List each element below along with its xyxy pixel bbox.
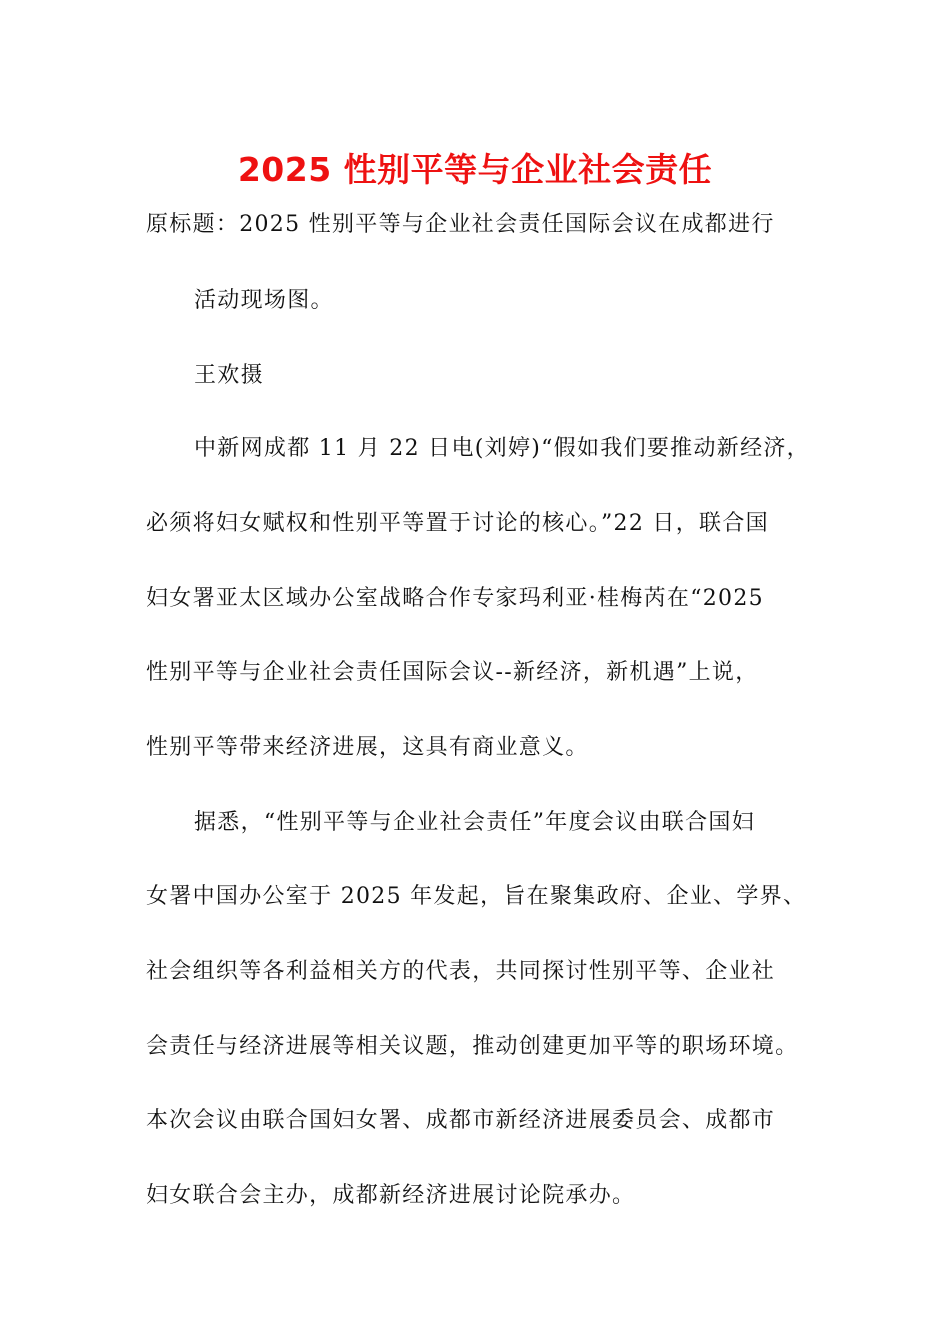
paragraph-line: 中新网成都 11 月 22 日电(刘婷)“假如我们要推动新经济， bbox=[194, 436, 810, 461]
document-title: 2025 性别平等与企业社会责任 bbox=[237, 150, 713, 189]
paragraph-line: 女署中国办公室于 2025 年发起，旨在聚集政府、企业、学界、 bbox=[146, 884, 807, 909]
paragraph-line: 妇女署亚太区域办公室战略合作专家玛利亚·桂梅芮在“2025 bbox=[146, 586, 764, 611]
paragraph-line: 性别平等带来经济进展，这具有商业意义。 bbox=[146, 735, 589, 760]
paragraph-line: 社会组织等各利益相关方的代表，共同探讨性别平等、企业社 bbox=[146, 959, 776, 984]
photo-credit-line: 王欢摄 bbox=[194, 363, 264, 388]
paragraph-line: 性别平等与企业社会责任国际会议--新经济，新机遇”上说， bbox=[146, 660, 759, 685]
original-title-line: 原标题：2025 性别平等与企业社会责任国际会议在成都进行 bbox=[146, 212, 775, 237]
paragraph-line: 会责任与经济进展等相关议题，推动创建更加平等的职场环境。 bbox=[146, 1034, 799, 1059]
paragraph-line: 本次会议由联合国妇女署、成都市新经济进展委员会、成都市 bbox=[146, 1108, 776, 1133]
paragraph-line: 妇女联合会主办，成都新经济进展讨论院承办。 bbox=[146, 1183, 636, 1208]
paragraph-line: 必须将妇女赋权和性别平等置于讨论的核心。”22 日，联合国 bbox=[146, 511, 769, 536]
photo-caption-line: 活动现场图。 bbox=[194, 288, 334, 313]
paragraph-line: 据悉，“性别平等与企业社会责任”年度会议由联合国妇 bbox=[194, 810, 755, 835]
